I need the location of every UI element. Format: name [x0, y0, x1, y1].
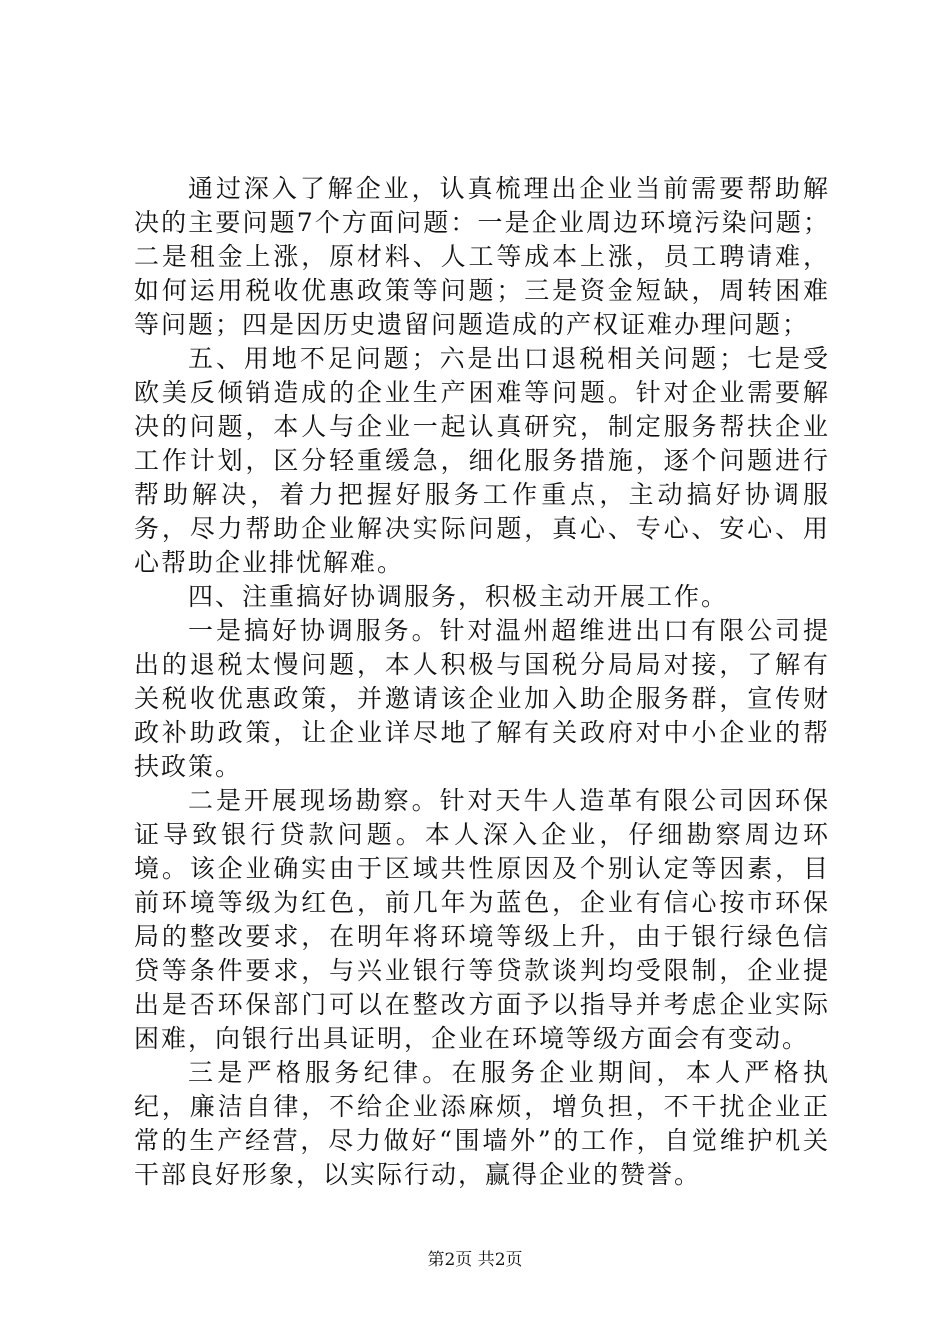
paragraph-service-discipline: 三是严格服务纪律。在服务企业期间，本人严格执纪，廉洁自律，不给企业添麻烦，增负担，不干扰企业正常的生产经营，尽力做好“围墙外”的工作，自觉维护机关干部良好形象，以实际行动，赢得企业的赞誉。 — [134, 1058, 830, 1189]
document-body — [134, 172, 830, 1192]
paragraph-coordination-service: 一是搞好协调服务。针对温州超维进出口有限公司提出的退税太慢问题，本人积极与国税分局局对接，了解有关税收优惠政策，并邀请该企业加入助企服务群，宣传财政补助政策，让企业详尽地了解有关政府对中小企业的帮扶政策。 — [134, 616, 830, 781]
paragraph-problems-continued: 五、用地不足问题；六是出口退税相关问题；七是受欧美反倾销造成的企业生产困难等问题。针对企业需要解决的问题，本人与企业一起认真研究，制定服务帮扶企业工作计划，区分轻重缓急，细化服务措施，逐个问题进行帮助解决，着力把握好服务工作重点，主动搞好协调服务，尽力帮助企业解决实际问题，真心、专心、安心、用心帮助企业排忧解难。 — [134, 344, 830, 577]
section-heading-coordination: 四、注重搞好协调服务，积极主动开展工作。 — [188, 582, 729, 611]
paragraph-main-problems: 通过深入了解企业，认真梳理出企业当前需要帮助解决的主要问题7个方面问题：一是企业周边环境污染问题；二是租金上涨，原材料、人工等成本上涨，员工聘请难，如何运用税收优惠政策等问题；三是资金短缺，周转困难等问题；四是因历史遗留问题造成的产权证难办理问题； — [134, 174, 830, 339]
page-number-footer: 第2页 共2页 — [427, 1250, 523, 1270]
paragraph-site-inspection: 二是开展现场勘察。针对天牛人造革有限公司因环保证导致银行贷款问题。本人深入企业，仔细勘察周边环境。该企业确实由于区域共性原因及个别认定等因素，目前环境等级为红色，前几年为蓝色，企业有信心按市环保局的整改要求，在明年将环境等级上升，由于银行绿色信贷等条件要求，与兴业银行等贷款谈判均受限制，企业提出是否环保部门可以在整改方面予以指导并考虑企业实际困难，向银行出具证明，企业在环境等级方面会有变动。 — [134, 786, 830, 1053]
